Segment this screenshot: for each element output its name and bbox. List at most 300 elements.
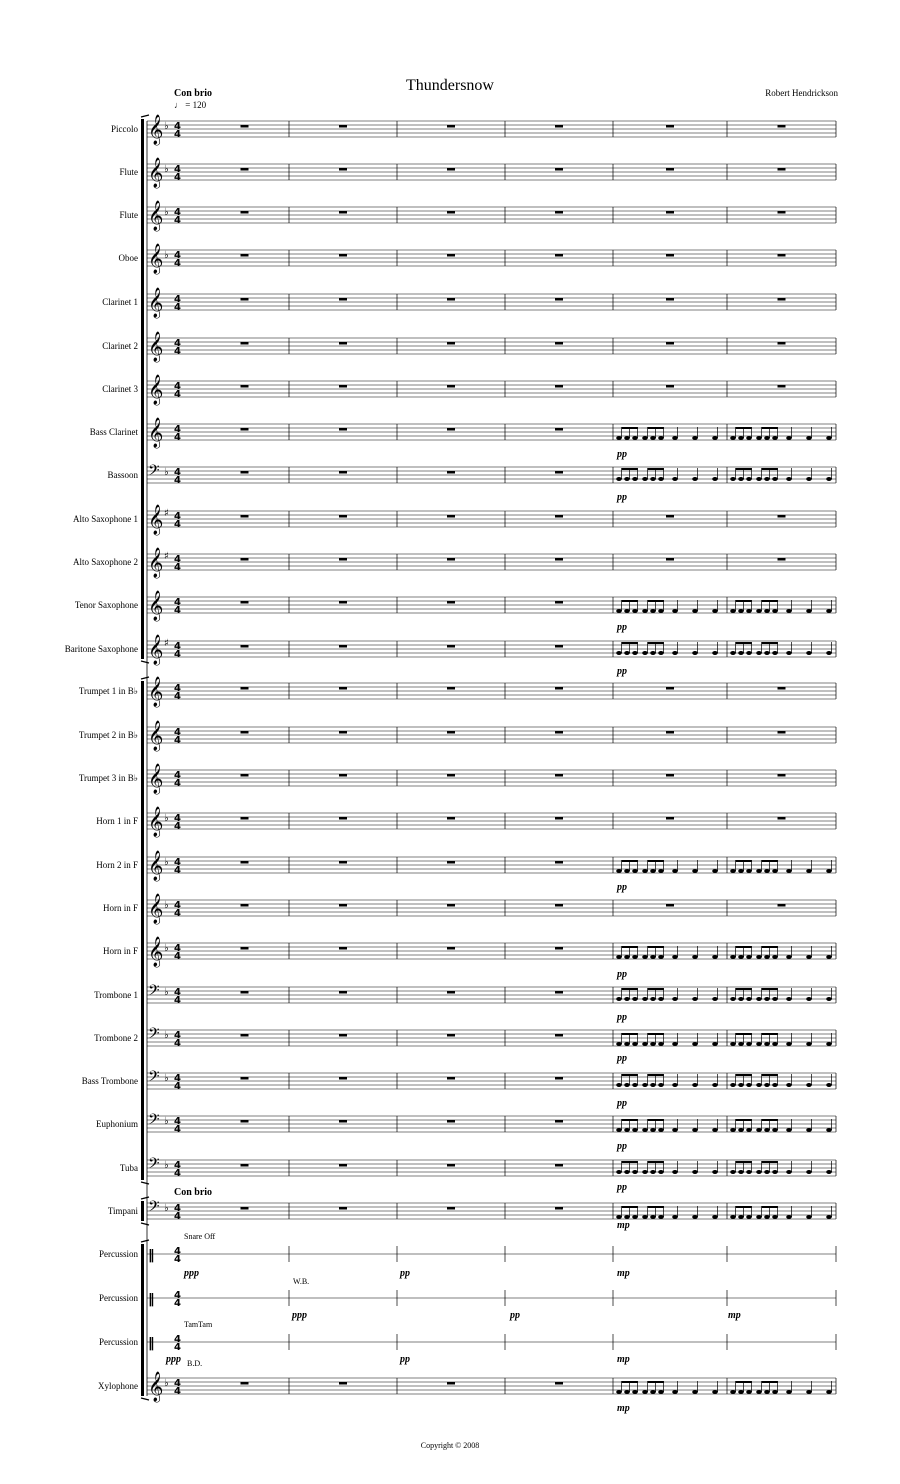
note-head — [642, 869, 648, 873]
treble-clef-icon: 𝄞 — [148, 764, 164, 794]
note-head — [772, 955, 778, 959]
note-head — [624, 1215, 630, 1219]
note-head — [642, 1390, 648, 1394]
note-head — [712, 955, 718, 959]
time-signature-denominator: 4 — [174, 1038, 181, 1049]
note-head — [806, 1215, 812, 1219]
dynamic-pp: pp — [617, 1012, 627, 1023]
dynamic-pp: pp — [617, 492, 627, 503]
note-head — [632, 955, 638, 959]
time-signature-denominator: 4 — [174, 129, 181, 140]
staff-18 — [147, 850, 836, 882]
treble-clef-icon: 𝄞 — [148, 332, 164, 362]
instrument-label: Flute — [119, 167, 138, 177]
treble-clef-icon: 𝄞 — [148, 115, 164, 145]
whole-rest — [339, 1077, 347, 1080]
staff-8 — [147, 417, 836, 449]
note-head — [746, 1083, 752, 1087]
time-signature-numerator: 4 — [174, 1116, 181, 1127]
whole-rest — [447, 428, 455, 431]
whole-rest — [555, 515, 563, 518]
flat-key-signature: ♭ — [164, 1030, 169, 1041]
whole-rest — [241, 298, 249, 301]
whole-rest — [666, 774, 674, 777]
whole-rest — [447, 817, 455, 820]
note-head — [672, 1390, 678, 1394]
note-head — [786, 1128, 792, 1132]
note-head — [786, 1083, 792, 1087]
note-head — [746, 609, 752, 613]
note-head — [692, 955, 698, 959]
time-signature-numerator: 4 — [174, 467, 181, 478]
note-head — [806, 1390, 812, 1394]
note-head — [642, 955, 648, 959]
note-head — [772, 651, 778, 655]
whole-rest — [447, 1120, 455, 1123]
whole-rest — [447, 125, 455, 128]
note-head — [616, 1042, 622, 1046]
flat-key-signature: ♭ — [164, 857, 169, 868]
note-head — [692, 436, 698, 440]
note-head — [730, 609, 736, 613]
note-head — [712, 436, 718, 440]
note-head — [632, 1128, 638, 1132]
time-signature-denominator: 4 — [174, 1168, 181, 1179]
note-head — [692, 1170, 698, 1174]
whole-rest — [555, 254, 563, 257]
staff-16 — [147, 763, 836, 795]
whole-rest — [339, 687, 347, 690]
dynamic-mp: mp — [617, 1268, 630, 1279]
staff-9 — [147, 462, 836, 486]
bass-clef-icon: 𝄢 — [148, 1155, 160, 1176]
whole-rest — [778, 298, 786, 301]
note-head — [658, 1215, 664, 1219]
whole-rest — [339, 211, 347, 214]
time-signature-numerator: 4 — [174, 727, 181, 738]
note-head — [786, 1170, 792, 1174]
instrument-label: Trumpet 2 in B♭ — [78, 730, 138, 740]
flat-key-signature: ♭ — [164, 467, 169, 478]
whole-rest — [555, 687, 563, 690]
instrument-label: Percussion — [99, 1293, 138, 1303]
flat-key-signature: ♭ — [164, 121, 169, 132]
whole-rest — [666, 687, 674, 690]
time-signature-denominator: 4 — [174, 691, 181, 702]
note-head — [642, 651, 648, 655]
treble-clef-icon: 𝄞 — [148, 548, 164, 578]
note-head — [738, 869, 744, 873]
whole-rest — [241, 861, 249, 864]
instrument-label: Trombone 1 — [94, 990, 138, 1000]
time-signature-denominator: 4 — [174, 1254, 181, 1265]
time-signature-denominator: 4 — [174, 562, 181, 573]
note-head — [642, 609, 648, 613]
staff-20 — [147, 936, 836, 968]
treble-clef-icon: 𝄞 — [148, 505, 164, 535]
whole-rest — [555, 385, 563, 388]
perc-clef-icon: ‖ — [148, 1292, 155, 1307]
flat-key-signature: ♭ — [164, 1160, 169, 1171]
whole-rest — [339, 904, 347, 907]
instrument-label: Trombone 2 — [94, 1033, 138, 1043]
dynamic-ppp: ppp — [166, 1354, 181, 1365]
note-head — [756, 1083, 762, 1087]
note-head — [764, 477, 770, 481]
time-signature-denominator: 4 — [174, 735, 181, 746]
time-signature-denominator: 4 — [174, 605, 181, 616]
treble-clef-icon: 𝄞 — [148, 677, 164, 707]
instrument-label: Oboe — [118, 253, 138, 263]
percussion-bracket — [141, 1244, 144, 1396]
note-head — [616, 477, 622, 481]
note-head — [658, 1083, 664, 1087]
whole-rest — [555, 1120, 563, 1123]
instrument-label: Euphonium — [96, 1119, 138, 1129]
bass-clef-icon: 𝄢 — [148, 1068, 160, 1089]
dynamic-ppp: ppp — [292, 1310, 307, 1321]
whole-rest — [241, 1382, 249, 1385]
note-head — [650, 869, 656, 873]
note-head — [826, 1128, 832, 1132]
note-head — [672, 997, 678, 1001]
note-head — [786, 477, 792, 481]
note-head — [738, 651, 744, 655]
note-head — [746, 651, 752, 655]
whole-rest — [339, 1034, 347, 1037]
staff-5 — [147, 287, 836, 319]
instrument-label: Tuba — [119, 1163, 138, 1173]
note-head — [616, 1083, 622, 1087]
note-head — [806, 477, 812, 481]
dynamic-pp: pp — [617, 1053, 627, 1064]
note-head — [642, 997, 648, 1001]
whole-rest — [555, 817, 563, 820]
note-head — [642, 1170, 648, 1174]
dynamic-pp: pp — [617, 622, 627, 633]
note-head — [650, 1170, 656, 1174]
note-head — [746, 436, 752, 440]
note-head — [616, 436, 622, 440]
note-head — [746, 1042, 752, 1046]
note-head — [650, 1215, 656, 1219]
staff-4 — [147, 243, 836, 275]
flat-key-signature: ♭ — [164, 943, 169, 954]
bass-clef-icon: 𝄢 — [148, 462, 160, 483]
note-head — [632, 1042, 638, 1046]
note-head — [764, 997, 770, 1001]
note-head — [730, 1390, 736, 1394]
staff-26 — [147, 1198, 836, 1222]
whole-rest — [339, 947, 347, 950]
whole-rest — [555, 645, 563, 648]
staff-7 — [147, 374, 836, 406]
whole-rest — [555, 991, 563, 994]
note-head — [786, 651, 792, 655]
time-signature-numerator: 4 — [174, 1073, 181, 1084]
note-head — [806, 1128, 812, 1132]
note-head — [692, 1042, 698, 1046]
time-signature-denominator: 4 — [174, 302, 181, 313]
note-head — [756, 1390, 762, 1394]
staff-2 — [147, 157, 836, 189]
time-signature-denominator: 4 — [174, 1342, 181, 1353]
treble-clef-icon: 𝄞 — [148, 244, 164, 274]
whole-rest — [447, 1207, 455, 1210]
time-signature-denominator: 4 — [174, 475, 181, 486]
time-signature-numerator: 4 — [174, 250, 181, 261]
dynamic-mp: mp — [617, 1354, 630, 1365]
time-signature-numerator: 4 — [174, 900, 181, 911]
time-signature-numerator: 4 — [174, 294, 181, 305]
note-head — [658, 955, 664, 959]
treble-clef-icon: 𝄞 — [148, 1372, 164, 1402]
note-head — [624, 1083, 630, 1087]
whole-rest — [241, 774, 249, 777]
note-head — [772, 1128, 778, 1132]
note-head — [672, 955, 678, 959]
whole-rest — [447, 471, 455, 474]
note-head — [658, 1390, 664, 1394]
whole-rest — [555, 298, 563, 301]
dynamic-pp: pp — [400, 1268, 410, 1279]
instrument-label: Horn 1 in F — [96, 816, 138, 826]
instrument-label: Clarinet 1 — [102, 297, 138, 307]
whole-rest — [447, 861, 455, 864]
note-head — [746, 1390, 752, 1394]
note-head — [786, 609, 792, 613]
flat-key-signature: ♭ — [164, 1378, 169, 1389]
whole-rest — [778, 731, 786, 734]
flat-key-signature: ♭ — [164, 1073, 169, 1084]
whole-rest — [447, 385, 455, 388]
whole-rest — [778, 254, 786, 257]
note-head — [712, 609, 718, 613]
note-head — [658, 997, 664, 1001]
note-head — [806, 1042, 812, 1046]
perc-clef-icon: ‖ — [148, 1336, 155, 1351]
treble-clef-icon: 𝄞 — [148, 721, 164, 751]
note-head — [672, 1170, 678, 1174]
whole-rest — [666, 298, 674, 301]
whole-rest — [241, 254, 249, 257]
time-signature-numerator: 4 — [174, 1203, 181, 1214]
whole-rest — [241, 1120, 249, 1123]
whole-rest — [241, 515, 249, 518]
note-head — [712, 1390, 718, 1394]
note-head — [826, 1083, 832, 1087]
note-head — [746, 955, 752, 959]
note-head — [826, 869, 832, 873]
dynamic-mp: mp — [617, 1220, 630, 1231]
whole-rest — [666, 731, 674, 734]
whole-rest — [241, 1077, 249, 1080]
note-head — [624, 997, 630, 1001]
whole-rest — [241, 428, 249, 431]
note-head — [650, 997, 656, 1001]
note-head — [756, 1170, 762, 1174]
time-signature-numerator: 4 — [174, 770, 181, 781]
time-signature-numerator: 4 — [174, 164, 181, 175]
note-head — [764, 1042, 770, 1046]
note-head — [826, 997, 832, 1001]
whole-rest — [555, 168, 563, 171]
note-head — [616, 1390, 622, 1394]
note-head — [772, 477, 778, 481]
whole-rest — [666, 342, 674, 345]
note-head — [786, 869, 792, 873]
dynamic-mp: mp — [728, 1310, 741, 1321]
note-head — [672, 651, 678, 655]
dynamic-pp: pp — [617, 882, 627, 893]
whole-rest — [241, 168, 249, 171]
note-head — [730, 1215, 736, 1219]
note-head — [772, 436, 778, 440]
time-signature-denominator: 4 — [174, 865, 181, 876]
whole-rest — [666, 817, 674, 820]
note-head — [632, 1215, 638, 1219]
tamtam-annotation: TamTam — [184, 1320, 213, 1329]
staff-27 — [147, 1246, 836, 1265]
staff-22 — [147, 1025, 836, 1049]
note-head — [826, 651, 832, 655]
staff-21 — [147, 982, 836, 1006]
instrument-label: Bass Clarinet — [89, 427, 138, 437]
instrument-label: Clarinet 2 — [102, 341, 138, 351]
note-head — [738, 1170, 744, 1174]
note-head — [756, 869, 762, 873]
note-head — [616, 1170, 622, 1174]
time-signature-numerator: 4 — [174, 1160, 181, 1171]
note-head — [730, 955, 736, 959]
whole-rest — [555, 1034, 563, 1037]
note-head — [712, 1083, 718, 1087]
note-head — [692, 1215, 698, 1219]
treble-clef-icon: 𝄞 — [148, 591, 164, 621]
note-head — [738, 1390, 744, 1394]
note-head — [624, 651, 630, 655]
instrument-label: Horn 2 in F — [96, 860, 138, 870]
treble-clef-icon: 𝄞 — [148, 375, 164, 405]
whole-rest — [447, 904, 455, 907]
instrument-label: Flute — [119, 210, 138, 220]
note-head — [756, 1128, 762, 1132]
wood-block-annotation: W.B. — [293, 1277, 310, 1286]
time-signature-denominator: 4 — [174, 908, 181, 919]
whole-rest — [339, 1382, 347, 1385]
whole-rest — [339, 298, 347, 301]
whole-rest — [241, 125, 249, 128]
whole-rest — [666, 515, 674, 518]
time-signature-denominator: 4 — [174, 821, 181, 832]
note-head — [616, 1128, 622, 1132]
whole-rest — [447, 731, 455, 734]
whole-rest — [666, 211, 674, 214]
note-head — [738, 1083, 744, 1087]
note-head — [756, 955, 762, 959]
note-head — [712, 1128, 718, 1132]
whole-rest — [447, 211, 455, 214]
note-head — [712, 651, 718, 655]
whole-rest — [339, 861, 347, 864]
composer-credit: Robert Hendrickson — [765, 88, 838, 98]
whole-rest — [339, 731, 347, 734]
note-head — [764, 955, 770, 959]
whole-rest — [555, 774, 563, 777]
staff-3 — [147, 200, 836, 232]
time-signature-denominator: 4 — [174, 389, 181, 400]
whole-rest — [555, 471, 563, 474]
treble-clef-icon: 𝄞 — [148, 937, 164, 967]
note-head — [642, 1083, 648, 1087]
timpani-tempo-marking: Con brio — [174, 1187, 213, 1198]
note-head — [746, 997, 752, 1001]
whole-rest — [666, 254, 674, 257]
note-head — [658, 1042, 664, 1046]
note-head — [806, 1170, 812, 1174]
staff-13 — [147, 634, 836, 666]
staff-10 — [147, 504, 836, 536]
dynamic-pp: pp — [617, 449, 627, 460]
treble-clef-icon: 𝄞 — [148, 288, 164, 318]
whole-rest — [666, 125, 674, 128]
whole-rest — [339, 558, 347, 561]
note-head — [624, 955, 630, 959]
note-head — [624, 609, 630, 613]
note-head — [756, 651, 762, 655]
time-signature-numerator: 4 — [174, 943, 181, 954]
note-head — [756, 997, 762, 1001]
note-head — [624, 869, 630, 873]
instrument-label: Horn in F — [102, 903, 138, 913]
whole-rest — [241, 558, 249, 561]
whole-rest — [555, 731, 563, 734]
dynamic-pp: pp — [617, 1141, 627, 1152]
instrument-label: Xylophone — [98, 1381, 138, 1391]
staff-19 — [147, 893, 836, 925]
note-head — [746, 869, 752, 873]
whole-rest — [555, 428, 563, 431]
instrument-label: Percussion — [99, 1337, 138, 1347]
whole-rest — [339, 1164, 347, 1167]
note-head — [642, 1042, 648, 1046]
note-head — [672, 869, 678, 873]
staff-29 — [147, 1334, 836, 1353]
whole-rest — [778, 687, 786, 690]
note-head — [692, 1390, 698, 1394]
note-head — [764, 1170, 770, 1174]
whole-rest — [778, 385, 786, 388]
note-head — [632, 609, 638, 613]
note-head — [786, 1390, 792, 1394]
note-head — [712, 477, 718, 481]
whole-rest — [339, 817, 347, 820]
note-head — [826, 1215, 832, 1219]
note-head — [616, 869, 622, 873]
note-head — [650, 1128, 656, 1132]
staff-15 — [147, 720, 836, 752]
flat-key-signature: ♭ — [164, 250, 169, 261]
whole-rest — [339, 1120, 347, 1123]
whole-rest — [339, 125, 347, 128]
note-head — [806, 651, 812, 655]
time-signature-denominator: 4 — [174, 1124, 181, 1135]
note-head — [730, 1083, 736, 1087]
note-head — [764, 651, 770, 655]
dynamic-ppp: ppp — [184, 1268, 199, 1279]
whole-rest — [555, 1382, 563, 1385]
instrument-label: Piccolo — [111, 124, 138, 134]
